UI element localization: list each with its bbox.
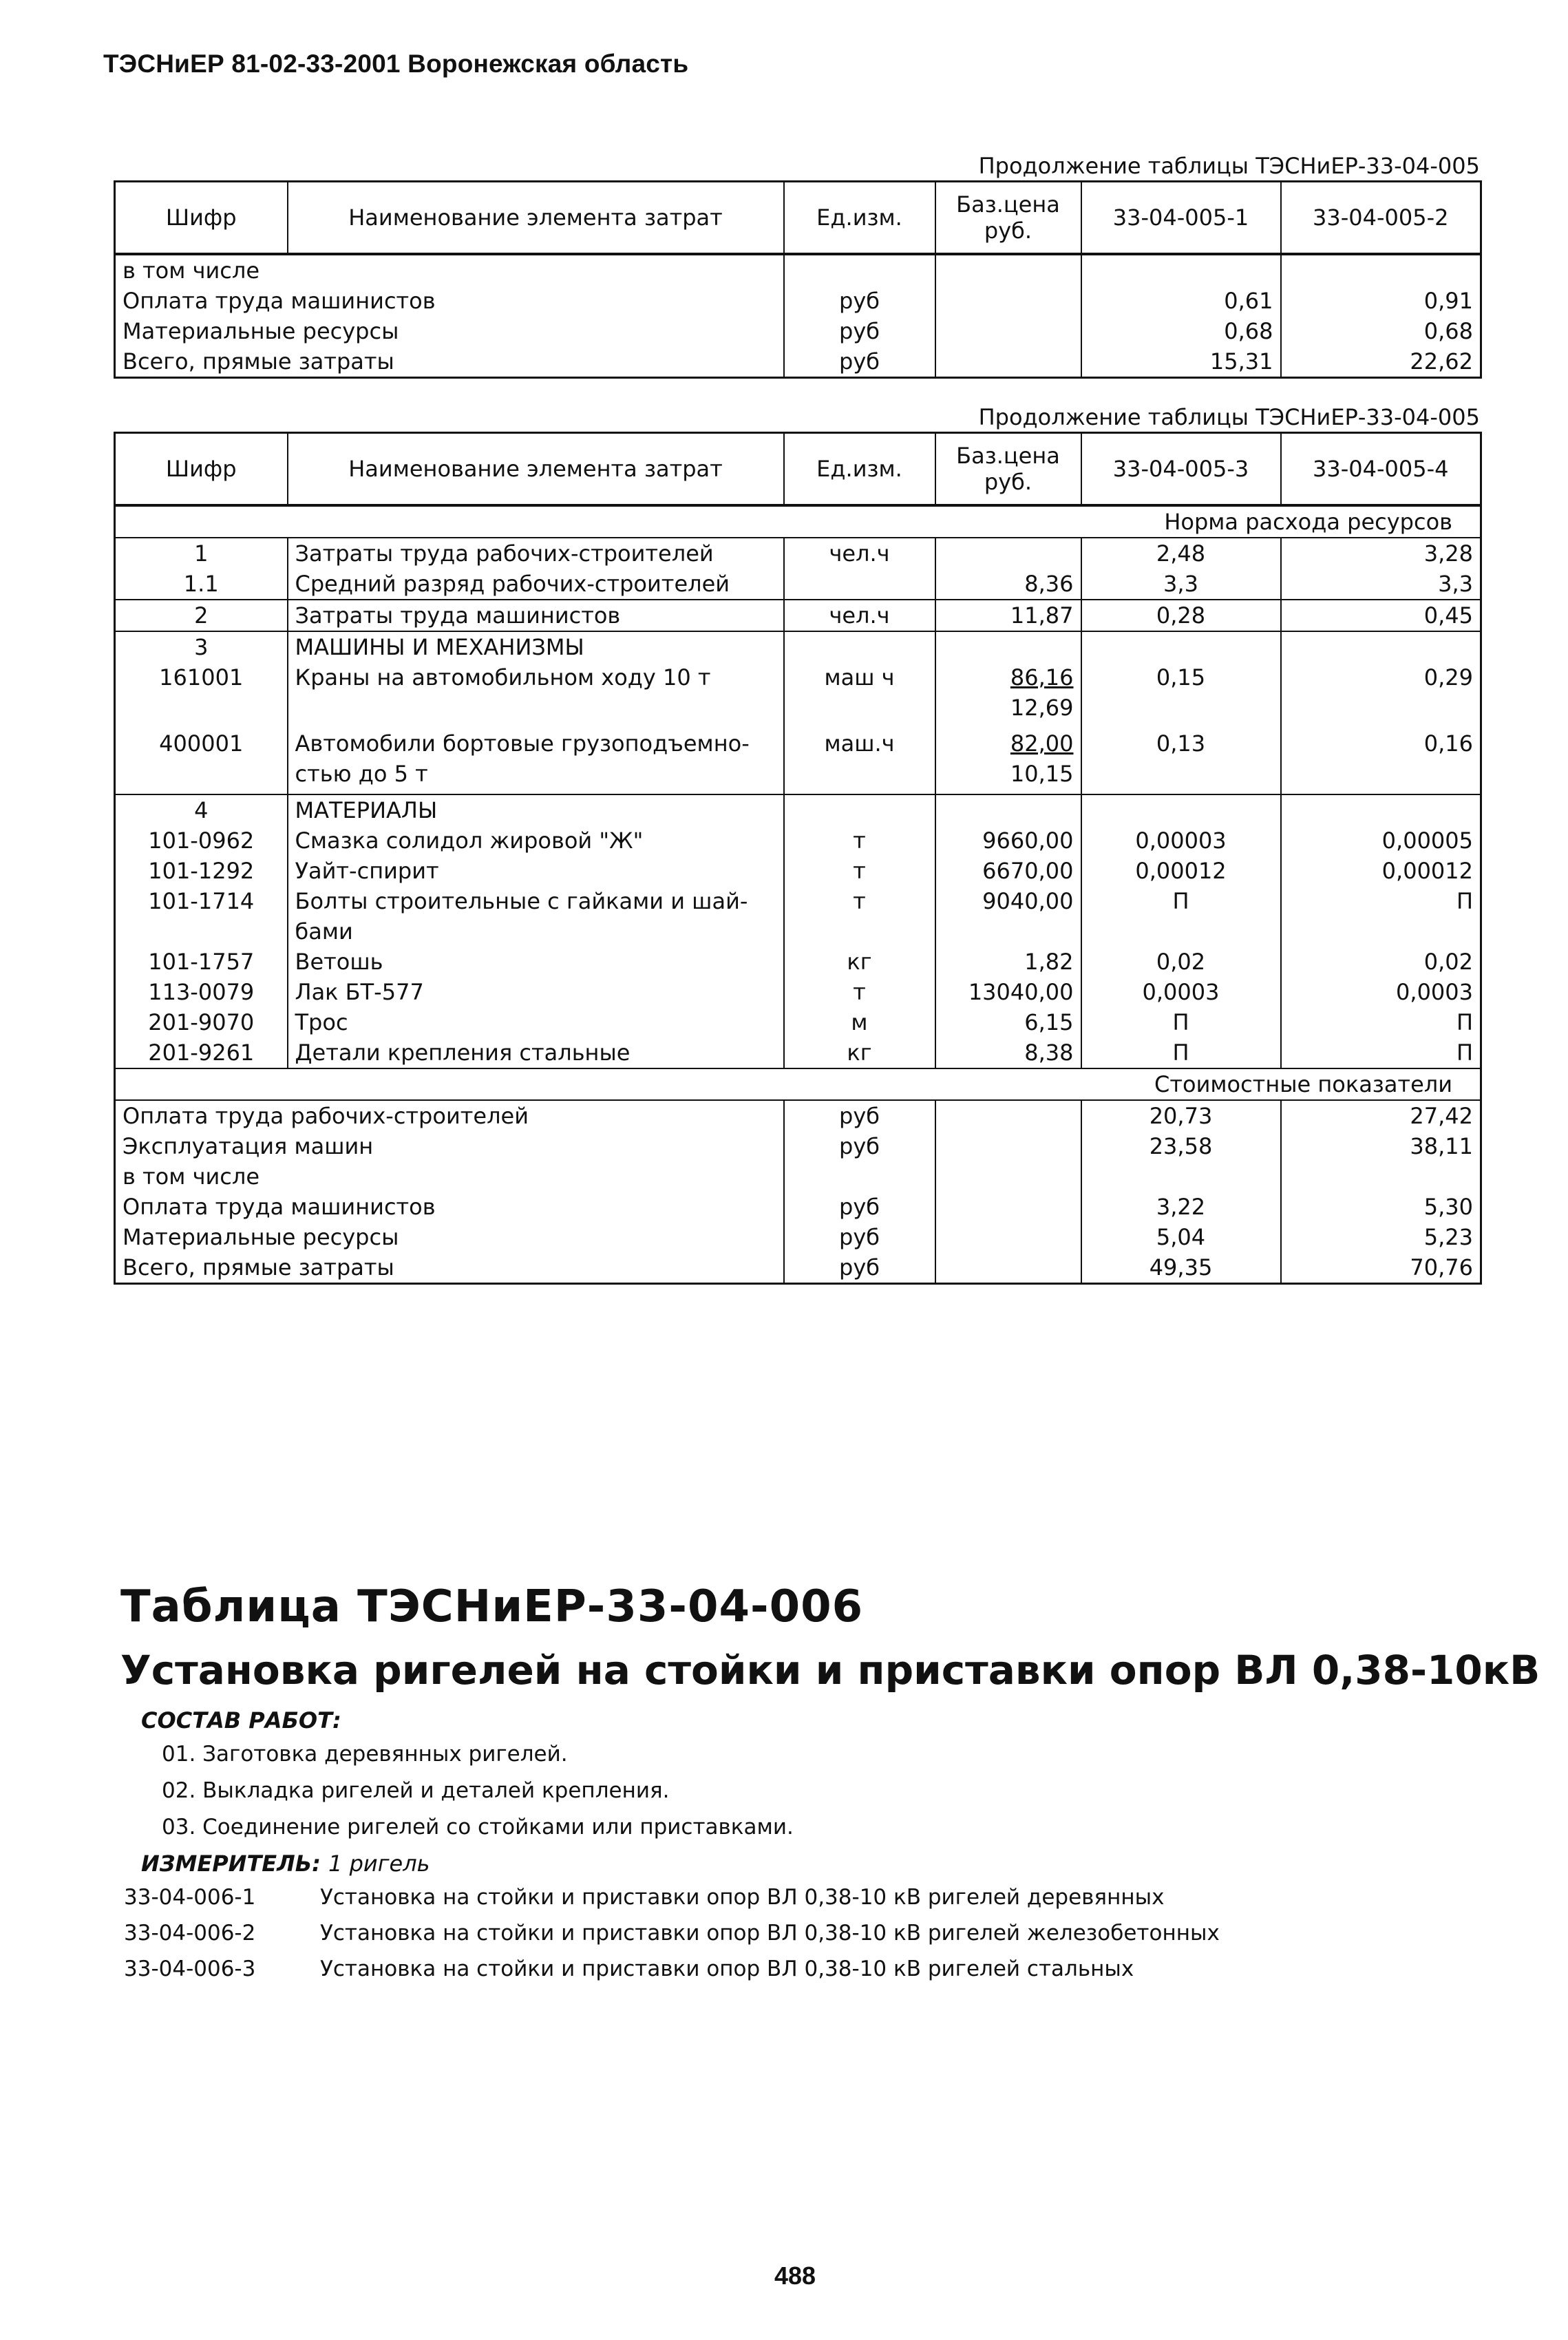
header-column-2: 33-04-005-2 xyxy=(1281,182,1481,255)
unit: руб xyxy=(784,316,935,346)
base-price: 8,36 xyxy=(935,569,1081,600)
value-col-3: 2,48 xyxy=(1081,538,1281,569)
total-row xyxy=(115,1252,1481,1284)
unit: кг xyxy=(784,1037,935,1068)
base-price-main: 86,16 xyxy=(1010,664,1074,691)
resource-code: 101-1757 xyxy=(115,947,288,977)
resource-name: Лак БТ-577 xyxy=(288,977,784,1007)
base-price xyxy=(935,794,1081,825)
value-col-4: П xyxy=(1281,1007,1481,1037)
header-code: Шифр xyxy=(115,433,288,506)
header-column-4: 33-04-005-4 xyxy=(1281,433,1481,506)
unit: маш ч xyxy=(784,662,935,728)
code-id: 33-04-006-2 xyxy=(124,1921,256,1946)
continuation-label-1: Продолжение таблицы ТЭСНиЕР-33-04-005 xyxy=(978,153,1480,179)
resource-code: 201-9070 xyxy=(115,1007,288,1037)
resource-row xyxy=(115,662,1481,728)
resource-name: МАТЕРИАЛЫ xyxy=(288,794,784,825)
resource-row xyxy=(115,886,1481,947)
table-row xyxy=(115,346,1481,378)
unit xyxy=(784,794,935,825)
resource-code: 161001 xyxy=(115,662,288,728)
total-row xyxy=(115,1131,1481,1161)
table-title: Таблица ТЭСНиЕР-33-04-006 xyxy=(120,1581,864,1632)
resource-row xyxy=(115,728,1481,794)
resource-row xyxy=(115,600,1481,631)
value-col-4: 0,29 xyxy=(1281,662,1481,728)
cost-table-2 xyxy=(114,432,1482,1285)
resource-row xyxy=(115,538,1481,569)
resource-code: 101-1292 xyxy=(115,856,288,886)
unit: маш.ч xyxy=(784,728,935,794)
value-col-3: 5,04 xyxy=(1081,1222,1281,1252)
value-col-2 xyxy=(1281,254,1481,286)
value-col-4: 3,28 xyxy=(1281,538,1481,569)
table-subtitle: Установка ригелей на стойки и приставки опор ВЛ 0,38-10кВ xyxy=(120,1647,1540,1694)
base-price: 9040,00 xyxy=(935,886,1081,947)
resource-code: 1 xyxy=(115,538,288,569)
base-price xyxy=(935,1100,1081,1131)
value-col-3: 0,0003 xyxy=(1081,977,1281,1007)
base-price xyxy=(935,1192,1081,1222)
resource-name: Краны на автомобильном ходу 10 т xyxy=(288,662,784,728)
resource-code: 201-9261 xyxy=(115,1037,288,1068)
base-price xyxy=(935,1161,1081,1192)
header-column-3: 33-04-005-3 xyxy=(1081,433,1281,506)
resource-row xyxy=(115,947,1481,977)
base-price xyxy=(935,1252,1081,1284)
base-price xyxy=(935,1222,1081,1252)
resource-name: Автомобили бортовые грузоподъемно-стью до 5 т xyxy=(288,728,784,794)
work-item: 02. Выкладка ригелей и деталей крепления. xyxy=(162,1778,670,1803)
base-price: 6670,00 xyxy=(935,856,1081,886)
value-col-3: 0,15 xyxy=(1081,662,1281,728)
code-id: 33-04-006-3 xyxy=(124,1957,256,1981)
resource-code: 1.1 xyxy=(115,569,288,600)
value-col-4: 0,45 xyxy=(1281,600,1481,631)
running-header: ТЭСНиЕР 81-02-33-2001 Воронежская область xyxy=(103,50,689,78)
value-col-3: 3,3 xyxy=(1081,569,1281,600)
base-price-secondary: 10,15 xyxy=(1010,761,1074,787)
resource-row xyxy=(115,977,1481,1007)
total-row xyxy=(115,1222,1481,1252)
resource-row xyxy=(115,569,1481,600)
total-name: в том числе xyxy=(115,1161,784,1192)
resource-code: 2 xyxy=(115,600,288,631)
code-id: 33-04-006-1 xyxy=(124,1885,256,1910)
unit xyxy=(784,631,935,662)
code-line xyxy=(124,1885,1164,1910)
resource-row xyxy=(115,1037,1481,1068)
norm-band: Норма расхода ресурсов xyxy=(115,505,1481,538)
value-col-2: 22,62 xyxy=(1281,346,1481,378)
value-col-4: 0,16 xyxy=(1281,728,1481,794)
value-col-3: П xyxy=(1081,886,1281,947)
resource-name: Смазка солидол жировой "Ж" xyxy=(288,825,784,856)
unit: кг xyxy=(784,947,935,977)
base-price xyxy=(935,346,1081,378)
base-price: 6,15 xyxy=(935,1007,1081,1037)
table-row xyxy=(115,286,1481,316)
value-col-3: 3,22 xyxy=(1081,1192,1281,1222)
unit: чел.ч xyxy=(784,600,935,631)
base-price xyxy=(935,1131,1081,1161)
base-price xyxy=(935,538,1081,569)
continuation-label-2: Продолжение таблицы ТЭСНиЕР-33-04-005 xyxy=(978,404,1480,430)
value-col-3: 0,00003 xyxy=(1081,825,1281,856)
norm-band-row xyxy=(115,505,1481,538)
value-col-3 xyxy=(1081,631,1281,662)
base-price-main: 82,00 xyxy=(1010,730,1074,757)
header-base-price: Баз.цена руб. xyxy=(935,433,1081,506)
base-price-secondary: 12,69 xyxy=(1010,695,1074,721)
header-name: Наименование элемента затрат xyxy=(288,182,784,255)
code-text: Установка на стойки и приставки опор ВЛ 0,38-10 кВ ригелей железобетонных xyxy=(320,1921,1220,1946)
unit: руб xyxy=(784,1222,935,1252)
value-col-1: 15,31 xyxy=(1081,346,1281,378)
base-price xyxy=(935,631,1081,662)
value-col-4: 3,3 xyxy=(1281,569,1481,600)
resource-code: 101-1714 xyxy=(115,886,288,947)
resource-name: Затраты труда рабочих-строителей xyxy=(288,538,784,569)
cost-band-row xyxy=(115,1068,1481,1100)
value-col-4: 5,30 xyxy=(1281,1192,1481,1222)
unit: руб xyxy=(784,1252,935,1284)
resource-name: МАШИНЫ И МЕХАНИЗМЫ xyxy=(288,631,784,662)
base-price xyxy=(935,286,1081,316)
value-col-3: 0,28 xyxy=(1081,600,1281,631)
value-col-4: 0,00012 xyxy=(1281,856,1481,886)
base-price: 8,38 xyxy=(935,1037,1081,1068)
table-row xyxy=(115,254,1481,286)
value-col-3: 20,73 xyxy=(1081,1100,1281,1131)
code-text: Установка на стойки и приставки опор ВЛ 0,38-10 кВ ригелей стальных xyxy=(320,1957,1134,1981)
value-col-3 xyxy=(1081,1161,1281,1192)
resource-name: Затраты труда машинистов xyxy=(288,600,784,631)
page-number: 488 xyxy=(774,2262,816,2290)
code-text: Установка на стойки и приставки опор ВЛ 0,38-10 кВ ригелей деревянных xyxy=(320,1885,1165,1910)
base-price: 11,87 xyxy=(935,600,1081,631)
unit: м xyxy=(784,1007,935,1037)
meter-label: ИЗМЕРИТЕЛЬ: xyxy=(141,1851,321,1877)
base-price xyxy=(935,316,1081,346)
code-line xyxy=(124,1921,1220,1946)
cost-table-1 xyxy=(114,180,1482,379)
value-col-4: 38,11 xyxy=(1281,1131,1481,1161)
resource-code: 3 xyxy=(115,631,288,662)
cost-band: Стоимостные показатели xyxy=(115,1068,1481,1100)
value-col-2: 0,68 xyxy=(1281,316,1481,346)
value-col-4: 0,0003 xyxy=(1281,977,1481,1007)
base-price: 13040,00 xyxy=(935,977,1081,1007)
total-row xyxy=(115,1100,1481,1131)
total-name: Материальные ресурсы xyxy=(115,1222,784,1252)
value-col-3: 0,00012 xyxy=(1081,856,1281,886)
resource-name: Ветошь xyxy=(288,947,784,977)
value-col-4 xyxy=(1281,631,1481,662)
resource-name: Трос xyxy=(288,1007,784,1037)
unit: т xyxy=(784,825,935,856)
meter-value: 1 ригель xyxy=(328,1851,430,1877)
value-col-3: 49,35 xyxy=(1081,1252,1281,1284)
unit: руб xyxy=(784,346,935,378)
value-col-3: 23,58 xyxy=(1081,1131,1281,1161)
resource-row xyxy=(115,856,1481,886)
cost-name: Материальные ресурсы xyxy=(115,316,784,346)
value-col-2: 0,91 xyxy=(1281,286,1481,316)
cost-name: в том числе xyxy=(115,254,784,286)
code-line xyxy=(124,1957,1134,1981)
works-label: СОСТАВ РАБОТ: xyxy=(141,1707,341,1733)
resource-code: 400001 xyxy=(115,728,288,794)
unit xyxy=(784,569,935,600)
base-price: 9660,00 xyxy=(935,825,1081,856)
unit xyxy=(784,254,935,286)
resource-row xyxy=(115,1007,1481,1037)
value-col-4: 0,02 xyxy=(1281,947,1481,977)
resource-row xyxy=(115,825,1481,856)
value-col-4: 70,76 xyxy=(1281,1252,1481,1284)
value-col-1: 0,68 xyxy=(1081,316,1281,346)
cost-name: Всего, прямые затраты xyxy=(115,346,784,378)
value-col-3: 0,02 xyxy=(1081,947,1281,977)
resource-row xyxy=(115,631,1481,662)
value-col-4: П xyxy=(1281,886,1481,947)
header-base-price: Баз.цена руб. xyxy=(935,182,1081,255)
base-price xyxy=(935,728,1081,794)
table-row xyxy=(115,316,1481,346)
cost-name: Оплата труда машинистов xyxy=(115,286,784,316)
header-name: Наименование элемента затрат xyxy=(288,433,784,506)
unit: чел.ч xyxy=(784,538,935,569)
value-col-4: П xyxy=(1281,1037,1481,1068)
value-col-4 xyxy=(1281,794,1481,825)
value-col-3: 0,13 xyxy=(1081,728,1281,794)
value-col-4: 0,00005 xyxy=(1281,825,1481,856)
resource-row xyxy=(115,794,1481,825)
base-price: 1,82 xyxy=(935,947,1081,977)
work-item: 01. Заготовка деревянных ригелей. xyxy=(162,1742,568,1767)
resource-code: 101-0962 xyxy=(115,825,288,856)
value-col-1 xyxy=(1081,254,1281,286)
resource-name: Уайт-спирит xyxy=(288,856,784,886)
header-code: Шифр xyxy=(115,182,288,255)
value-col-4 xyxy=(1281,1161,1481,1192)
value-col-4: 27,42 xyxy=(1281,1100,1481,1131)
resource-code: 113-0079 xyxy=(115,977,288,1007)
total-name: Оплата труда рабочих-строителей xyxy=(115,1100,784,1131)
base-price xyxy=(935,254,1081,286)
work-item: 03. Соединение ригелей со стойками или приставками. xyxy=(162,1815,794,1840)
total-name: Всего, прямые затраты xyxy=(115,1252,784,1284)
total-name: Эксплуатация машин xyxy=(115,1131,784,1161)
total-name: Оплата труда машинистов xyxy=(115,1192,784,1222)
base-price xyxy=(935,662,1081,728)
value-col-3: П xyxy=(1081,1037,1281,1068)
value-col-4: 5,23 xyxy=(1281,1222,1481,1252)
resource-name: Средний разряд рабочих-строителей xyxy=(288,569,784,600)
header-column-1: 33-04-005-1 xyxy=(1081,182,1281,255)
meter-line xyxy=(141,1851,430,1877)
unit: руб xyxy=(784,1192,935,1222)
unit: т xyxy=(784,886,935,947)
resource-code: 4 xyxy=(115,794,288,825)
unit: руб xyxy=(784,286,935,316)
unit: руб xyxy=(784,1100,935,1131)
value-col-3: П xyxy=(1081,1007,1281,1037)
total-row xyxy=(115,1192,1481,1222)
total-row xyxy=(115,1161,1481,1192)
unit: т xyxy=(784,977,935,1007)
unit: руб xyxy=(784,1131,935,1161)
header-unit: Ед.изм. xyxy=(784,182,935,255)
unit xyxy=(784,1161,935,1192)
header-unit: Ед.изм. xyxy=(784,433,935,506)
value-col-3 xyxy=(1081,794,1281,825)
unit: т xyxy=(784,856,935,886)
resource-name: Детали крепления стальные xyxy=(288,1037,784,1068)
value-col-1: 0,61 xyxy=(1081,286,1281,316)
resource-name: Болты строительные с гайками и шай-бами xyxy=(288,886,784,947)
